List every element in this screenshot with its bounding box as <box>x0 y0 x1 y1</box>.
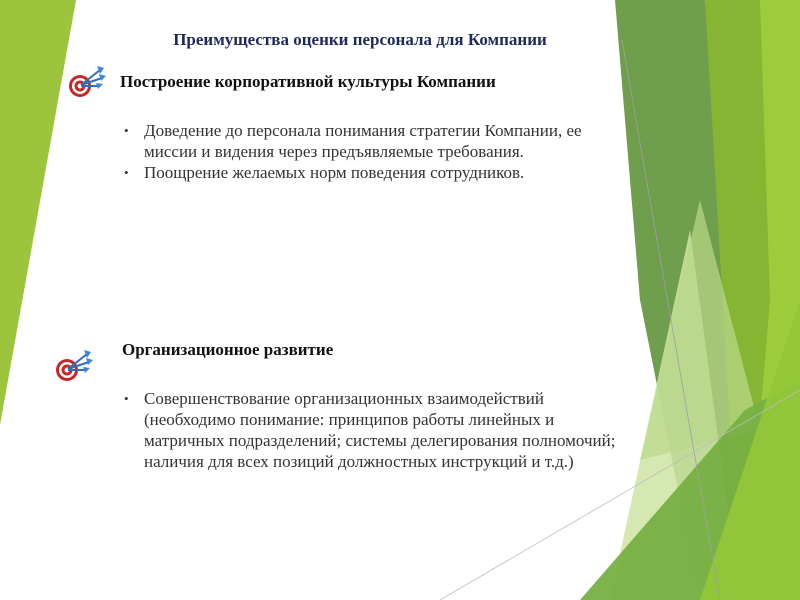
slide-title <box>0 30 720 50</box>
bullet-item: • Доведение до персонала понимания стратегии Компании, ее миссии и видения через предъявляемые требования. <box>120 120 614 162</box>
target-with-darts-icon <box>53 348 93 382</box>
section-heading-culture: Построение корпоративной культуры Компании <box>120 72 496 91</box>
slide-title-text: Преимущества оценки персонала для Компании <box>173 30 547 49</box>
section-heading-org-development: Организационное развитие <box>122 340 334 359</box>
bullet-list-org-development <box>120 388 630 472</box>
bullet-list-culture <box>120 120 620 183</box>
bullet-item: • Совершенствование организационных взаимодействий (необходимо понимание: принципов работы линейных и матричных подразделений; системы делегирования полномочий; наличия для всех позиций должностных инструкций и т.д.) <box>120 388 634 472</box>
bullet-item: • Поощрение желаемых норм поведения сотрудников. <box>120 162 620 183</box>
target-with-darts-icon <box>66 64 106 98</box>
